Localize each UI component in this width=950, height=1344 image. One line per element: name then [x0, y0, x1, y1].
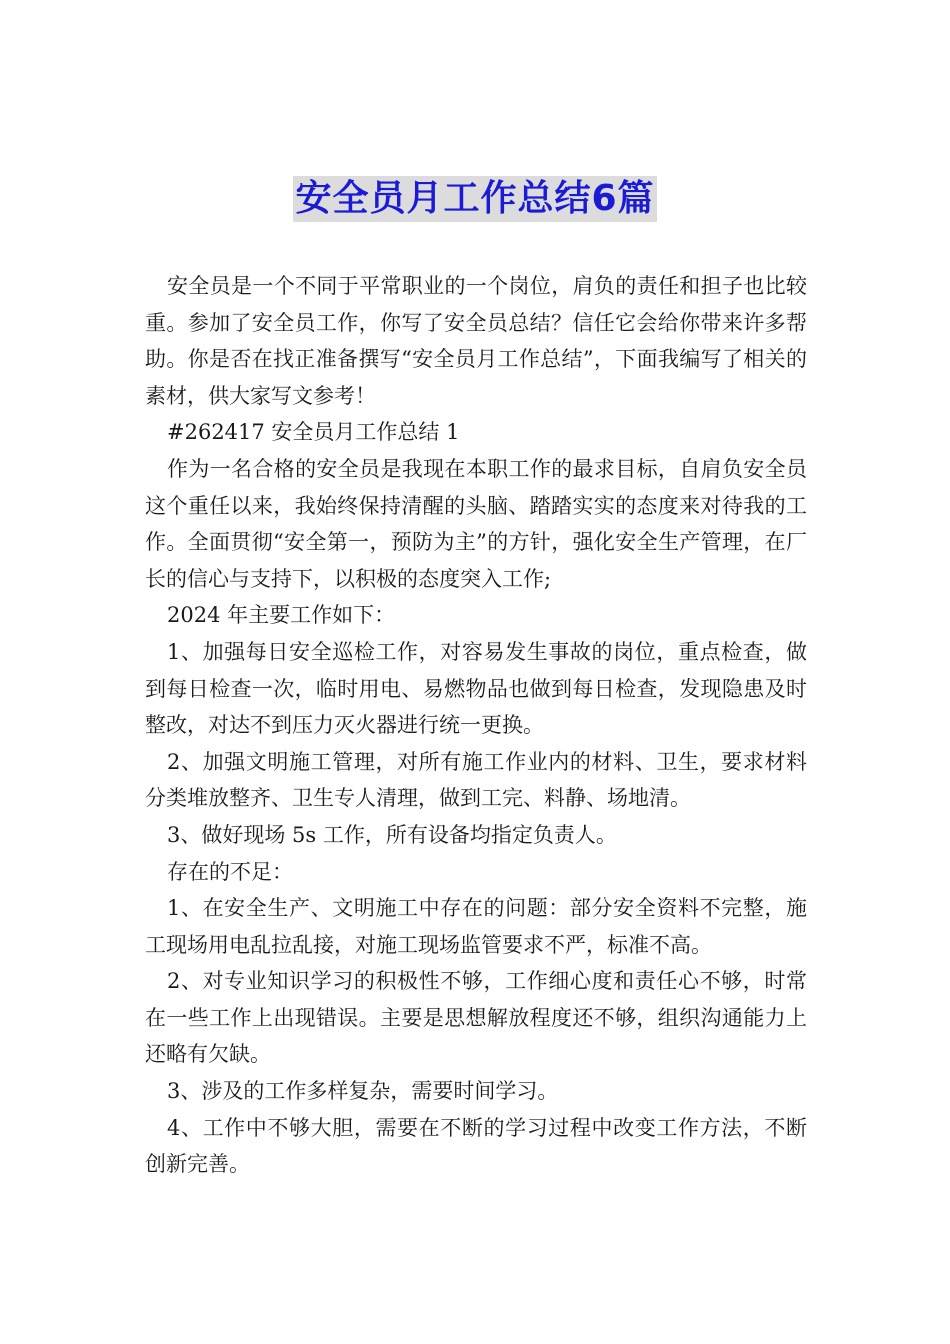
list-item: 1、加强每日安全巡检工作，对容易发生事故的岗位，重点检查，做到每日检查一次，临时用电、易燃物品也做到每日检查，发现隐患及时整改，对达不到压力灭火器进行统一更换。	[145, 639, 807, 738]
list-item: 4、工作中不够大胆，需要在不断的学习过程中改变工作方法，不断创新完善。	[145, 1115, 807, 1177]
title-container	[0, 176, 950, 222]
body-paragraph: 作为一名合格的安全员是我现在本职工作的最求目标，自肩负安全员这个重任以来，我始终保持清醒的头脑、踏踏实实的态度来对待我的工作。全面贯彻“安全第一，预防为主”的方针，强化安全生产管理，在厂长的信心与支持下，以积极的态度突入工作;	[145, 456, 807, 591]
document-body	[145, 268, 807, 1183]
section-heading: #262417 安全员月工作总结 1	[167, 420, 460, 445]
list-item: 1、在安全生产、文明施工中存在的问题：部分安全资料不完整，施工现场用电乱拉乱接，对施工现场监管要求不严，标准不高。	[145, 896, 807, 957]
body-paragraph: 2024 年主要工作如下：	[167, 603, 396, 628]
list-item: 2、对专业知识学习的积极性不够，工作细心度和责任心不够，时常在一些工作上出现错误。主要是思想解放程度还不够，组织沟通能力上还略有欠缺。	[145, 969, 807, 1067]
list-item: 3、做好现场 5s 工作，所有设备均指定负责人。	[167, 822, 617, 847]
list-item: 3、涉及的工作多样复杂，需要时间学习。	[167, 1079, 559, 1104]
body-paragraph: 存在的不足：	[167, 859, 293, 884]
list-item: 2、加强文明施工管理，对所有施工作业内的材料、卫生，要求材料分类堆放整齐、卫生专人清理，做到工完、料静、场地清。	[145, 749, 807, 811]
document-title: 安全员月工作总结6篇	[293, 176, 656, 222]
intro-paragraph: 安全员是一个不同于平常职业的一个岗位，肩负的责任和担子也比较重。参加了安全员工作，你写了安全员总结？信任它会给你带来许多帮助。你是否在找正准备撰写“安全员月工作总结”，下面我编写了相关的素材，供大家写文参考！	[145, 274, 807, 408]
